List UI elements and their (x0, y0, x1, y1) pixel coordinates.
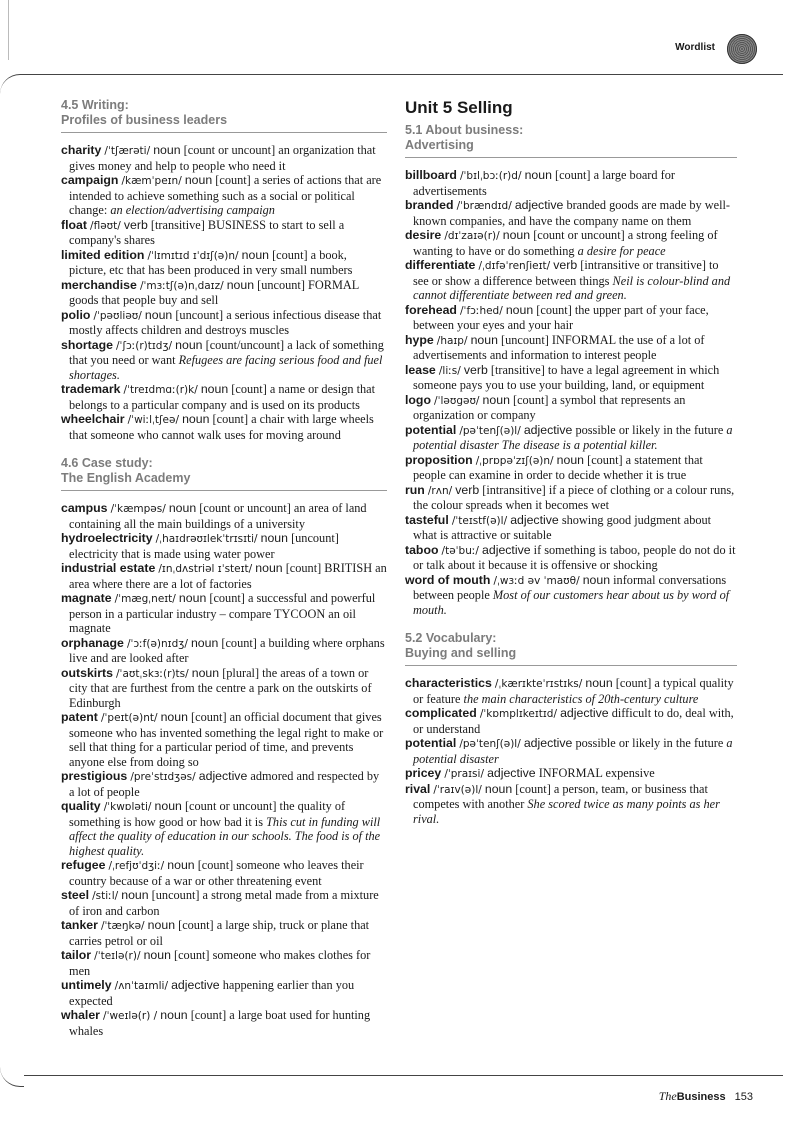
entry-pronunciation: /ʌnˈtaɪmli/ (114, 980, 169, 992)
entry-headword: refugee (61, 858, 106, 872)
entry-part-of-speech: verb (463, 362, 488, 377)
entry-part-of-speech: noun (143, 948, 171, 962)
entry-definition: [count or uncount] an area of land containing all the main buildings of a university (69, 501, 367, 531)
entry-headword: float (61, 217, 87, 232)
entry-part-of-speech: noun (175, 337, 203, 352)
page-corner-bottom (0, 1066, 24, 1087)
entry-headword: complicated (405, 706, 477, 720)
running-header: Wordlist (675, 42, 715, 53)
entry-example: a potential disaster (413, 736, 733, 766)
right-column (405, 98, 737, 826)
entry-part-of-speech: noun (184, 173, 213, 187)
entry-headword: patent (61, 710, 98, 724)
entry-pronunciation: /ˈkwɒləti/ (103, 801, 152, 813)
glossary-entry (61, 143, 387, 173)
entry-pronunciation: /ˈweɪlə(r) / (103, 1010, 158, 1022)
entry-example: She scored twice as many points as her rival. (413, 797, 720, 826)
entry-pronunciation: /ˈwiːlˌtʃeə/ (127, 414, 180, 426)
entry-pronunciation: /ˈtʃærəti/ (104, 145, 151, 157)
entry-definition: [count] someone who makes clothes for men (69, 948, 371, 978)
entry-headword: branded (405, 198, 454, 212)
entry-part-of-speech: noun (556, 452, 585, 467)
glossary-entry (405, 453, 737, 483)
entry-definition: [plural] the areas of a town or city that are furthest from the centre a park on the outskirts of Edinburgh (69, 665, 372, 710)
entry-pronunciation: /ˈləʊgəʊ/ (434, 394, 480, 407)
entry-definition: [count] a book, picture, etc that has been produced in very small numbers (69, 247, 353, 277)
entry-part-of-speech: verb (455, 482, 480, 497)
entry-part-of-speech: noun (260, 531, 288, 545)
entry-headword: whaler (61, 1008, 100, 1022)
entry-headword: desire (405, 228, 442, 242)
margin-line (8, 0, 9, 60)
glossary-entry (405, 513, 737, 543)
entry-definition: [count] a successful and powerful person in a particular industry – compare TYCOON an oil magnate (69, 591, 376, 635)
entry-headword: orphanage (61, 635, 124, 650)
entry-part-of-speech: adjective (171, 978, 220, 992)
entry-part-of-speech: noun (182, 412, 210, 426)
entry-definition: [count] a typical quality or feature (413, 676, 734, 706)
left-column (61, 98, 387, 1038)
section-heading-line: 4.5 Writing: (61, 98, 129, 112)
glossary-entry (61, 948, 387, 978)
glossary-entry (61, 591, 387, 636)
entry-definition: [uncount] a serious infectious disease that mostly affects children and destroys muscles (69, 307, 382, 337)
entry-definition: INFORMAL expensive (538, 766, 655, 780)
entry-definition: [count or uncount] the quality of something is how good or how bad it is (69, 799, 346, 829)
entry-pronunciation: /ˌrefjʊˈdʒiː/ (108, 860, 165, 872)
entry-headword: limited edition (61, 247, 145, 262)
glossary-entry (61, 858, 387, 888)
entry-headword: pricey (405, 766, 442, 780)
entry-part-of-speech: adjective (482, 542, 531, 557)
entry-headword: wheelchair (61, 412, 125, 426)
entry-definition: [count] an official document that gives someone who has invented something the legal right to make or sell that thing for a particular period of time, and prevents anyone else from doing so (69, 710, 384, 769)
entry-pronunciation: /ˈʃɔː(r)tɪdʒ/ (116, 339, 173, 352)
entry-definition: [count] a chair with large wheels that someone who cannot walk uses for moving around (69, 412, 374, 442)
glossary-entry (61, 382, 387, 412)
entry-part-of-speech: noun (190, 635, 219, 650)
glossary-entry (405, 228, 737, 258)
entry-definition: informal conversations between people (413, 572, 727, 602)
entry-headword: rival (405, 781, 431, 796)
entry-pronunciation: /ˌdɪfəˈrenʃieɪt/ (478, 260, 551, 272)
entry-pronunciation: /ˈmægˌneɪt/ (114, 593, 176, 605)
entry-headword: hype (405, 332, 434, 347)
glossary-entry (405, 303, 737, 333)
entry-pronunciation: /ˈbrændɪd/ (456, 200, 512, 212)
section-heading-line: The English Academy (61, 471, 191, 485)
entry-example: Refugees are facing serious food and fuel shortages. (69, 353, 383, 382)
entry-headword: characteristics (405, 676, 492, 690)
footer-rule (24, 1075, 783, 1076)
glossary-entry (61, 666, 387, 711)
glossary-entry (61, 278, 387, 308)
entry-definition: [count] a building where orphans live and are looked after (69, 635, 385, 665)
glossary-entry (405, 782, 737, 827)
entry-definition: [count/uncount] a lack of something that you need or want (69, 337, 384, 367)
entry-headword: shortage (61, 337, 113, 352)
glossary-entry (405, 258, 737, 303)
entry-headword: campus (61, 501, 108, 515)
entry-pronunciation: /haɪp/ (436, 334, 468, 347)
glossary-entry (61, 248, 387, 278)
entry-part-of-speech: verb (123, 217, 148, 232)
glossary-entry (405, 736, 737, 766)
entry-definition: [uncount] electricity that is made using water power (69, 531, 339, 561)
glossary-entry (61, 338, 387, 383)
entry-headword: run (405, 482, 425, 497)
entry-part-of-speech: noun (147, 918, 176, 932)
entry-part-of-speech: noun (505, 302, 534, 317)
entry-pronunciation: /təˈbuː/ (441, 544, 479, 557)
entry-definition: [count] a series of actions that are intended to achieve something such as a social or political change: (69, 173, 382, 217)
entry-definition: [count] a large board for advertisements (413, 168, 675, 198)
entry-part-of-speech: noun (160, 710, 188, 724)
header-rule (24, 74, 783, 75)
section-heading-line: Advertising (405, 138, 474, 152)
brand-business: Business (676, 1091, 726, 1103)
entry-headword: charity (61, 143, 102, 157)
glossary-entry (61, 308, 387, 338)
entry-definition: possible or likely in the future (575, 736, 724, 750)
entry-pronunciation: /ˌwɜːd əv ˈmaʊθ/ (493, 574, 580, 587)
entry-definition: admored and respected by a lot of people (69, 769, 380, 799)
entry-pronunciation: /ˌkærɪkteˈrɪstɪks/ (494, 678, 583, 690)
entry-part-of-speech: noun (178, 591, 207, 605)
entry-part-of-speech: noun (502, 228, 531, 242)
entry-example: the main characteristics of 20th-century culture (463, 691, 699, 706)
glossary-entry (61, 501, 387, 531)
entry-example: Neil is colour-blind and cannot differentiate between red and green. (413, 273, 731, 302)
entry-pronunciation: /ˈtreɪdmɑː(r)k/ (123, 384, 198, 396)
glossary-entry (61, 978, 387, 1008)
entry-pronunciation: /ˌprɒpəˈzɪʃ(ə)n/ (475, 454, 554, 467)
header-disc-icon (727, 34, 757, 64)
section-heading-line: Profiles of business leaders (61, 113, 228, 127)
entry-definition: [count] a name or design that belongs to a particular company and is used on its products (69, 382, 376, 412)
glossary-entry (405, 363, 737, 393)
entry-part-of-speech: noun (168, 501, 197, 515)
entry-pronunciation: /ˈɔːf(ə)nɪdʒ/ (126, 637, 188, 650)
entry-headword: magnate (61, 591, 112, 605)
entry-definition: [count or uncount] an organization that gives money and help to people who need it (69, 143, 376, 173)
section-heading (61, 456, 387, 491)
entry-definition: [intransitive or transitive] to see or show a difference between things (413, 258, 719, 288)
entry-pronunciation: /ˈteɪlə(r)/ (94, 950, 141, 962)
glossary-entry (405, 423, 737, 453)
entry-headword: campaign (61, 173, 119, 187)
entry-pronunciation: /ˈtæŋkə/ (101, 920, 145, 932)
glossary-entry (61, 769, 387, 799)
entry-part-of-speech: adjective (523, 422, 573, 437)
entry-headword: forehead (405, 302, 457, 317)
entry-headword: proposition (405, 452, 473, 467)
glossary-entry (61, 561, 387, 591)
entry-part-of-speech: adjective (523, 736, 573, 750)
entry-part-of-speech: noun (470, 332, 498, 347)
section-heading (405, 123, 737, 158)
glossary-entry (405, 573, 737, 618)
glossary-entry (405, 676, 737, 706)
entry-part-of-speech: noun (241, 247, 269, 262)
entry-definition: [count] a symbol that represents an organization or company (413, 392, 686, 422)
entry-pronunciation: /fləʊt/ (90, 219, 121, 232)
entry-part-of-speech: noun (144, 307, 173, 322)
entry-headword: billboard (405, 168, 457, 182)
entry-headword: polio (61, 307, 91, 322)
entry-headword: word of mouth (405, 572, 491, 587)
glossary-entry (61, 173, 387, 218)
entry-part-of-speech: noun (167, 858, 195, 872)
section-heading-line: 5.1 About business: (405, 123, 524, 137)
entry-example: This cut in funding will affect the quality of education in our schools. The food is of the highest quality. (69, 814, 381, 858)
entry-headword: outskirts (61, 665, 113, 680)
entry-pronunciation: /ˈmɜːtʃ(ə)nˌdaɪz/ (139, 279, 224, 292)
entry-definition: [count] the upper part of your face, between your eyes and your hair (413, 302, 709, 332)
entry-part-of-speech: noun (226, 277, 255, 292)
entry-definition: [uncount] a strong metal made from a mixture of iron and carbon (69, 888, 379, 918)
entry-part-of-speech: noun (482, 392, 510, 407)
entry-definition: possible or likely in the future (575, 422, 724, 437)
entry-pronunciation: /preˈstɪdʒəs/ (130, 771, 196, 783)
entry-headword: steel (61, 888, 90, 902)
section-heading (405, 631, 737, 666)
glossary-entry (61, 412, 387, 442)
section-heading-line: Buying and selling (405, 646, 517, 660)
entry-pronunciation: /ˈpeɪt(ə)nt/ (100, 712, 158, 724)
entry-definition: [uncount] FORMAL goods that people buy and sell (69, 277, 359, 307)
entry-headword: tanker (61, 918, 98, 932)
entry-pronunciation: /pəˈtenʃ(ə)l/ (459, 738, 521, 750)
glossary-entry (61, 636, 387, 666)
entry-definition: [count] a large boat used for hunting whales (69, 1008, 371, 1038)
section-heading-line: 4.6 Case study: (61, 456, 153, 470)
entry-pronunciation: /liːs/ (438, 364, 461, 377)
entry-definition: happening earlier than you expected (69, 978, 355, 1008)
entry-pronunciation: /ˈkæmpəs/ (110, 503, 166, 515)
page-corner-top (0, 74, 24, 95)
glossary-entry (61, 531, 387, 561)
entry-pronunciation: /ˈkɒmplɪkeɪtɪd/ (479, 708, 558, 720)
entry-pronunciation: /ˈteɪstf(ə)l/ (451, 514, 508, 527)
glossary-entry (61, 888, 387, 918)
entry-headword: quality (61, 799, 101, 813)
glossary-entry (405, 706, 737, 736)
entry-example: Most of our customers hear about us by word of mouth. (413, 588, 730, 617)
entry-headword: tailor (61, 948, 92, 962)
entry-part-of-speech: noun (154, 799, 182, 813)
entry-part-of-speech: noun (582, 572, 611, 587)
entry-definition: branded goods are made by well-known companies, and have the company name on them (413, 198, 730, 228)
entry-definition: [intransitive] if a piece of clothing or a colour runs, the colour spreads when it becomes wet (413, 482, 735, 512)
section-heading-line: 5.2 Vocabulary: (405, 631, 497, 645)
glossary-entry (405, 543, 737, 573)
entry-pronunciation: /stiːl/ (92, 890, 119, 902)
entry-headword: potential (405, 736, 457, 750)
entry-part-of-speech: noun (484, 781, 513, 796)
entry-example: a potential disaster The disease is a potential killer. (413, 422, 733, 452)
entry-pronunciation: /ˈpraɪsi/ (444, 768, 484, 780)
glossary-entry (405, 168, 737, 198)
entry-pronunciation: /rʌn/ (427, 484, 453, 497)
entry-pronunciation: /ˈaʊtˌskɜː(r)ts/ (116, 667, 189, 680)
entry-part-of-speech: noun (153, 143, 181, 157)
entry-part-of-speech: noun (255, 561, 283, 575)
entry-part-of-speech: noun (160, 1008, 188, 1022)
entry-part-of-speech: verb (553, 258, 578, 272)
glossary-entry (61, 710, 387, 769)
entry-definition: [count] a large ship, truck or plane that carries petrol or oil (69, 918, 370, 948)
section-heading (61, 98, 387, 133)
entry-definition: [count] BRITISH an area where there are a lot of factories (69, 561, 387, 591)
entry-part-of-speech: adjective (514, 198, 564, 212)
entry-definition: showing good judgment about what is attractive or suitable (413, 512, 712, 542)
entry-pronunciation: /ɪnˌdʌstriəl ɪˈsteɪt/ (158, 563, 253, 575)
entry-headword: tasteful (405, 512, 449, 527)
entry-part-of-speech: noun (524, 168, 552, 182)
entry-headword: differentiate (405, 258, 476, 272)
entry-part-of-speech: noun (191, 665, 220, 680)
entry-definition: [count] someone who leaves their country because of a war or other threatening event (69, 858, 364, 888)
entry-part-of-speech: adjective (487, 766, 536, 780)
glossary-entry (405, 198, 737, 228)
entry-pronunciation: /pəˈtenʃ(ə)l/ (459, 424, 521, 437)
entry-pronunciation: /kæmˈpeɪn/ (121, 175, 182, 187)
entry-headword: taboo (405, 542, 439, 557)
entry-pronunciation: /ˈlɪmɪtɪd ɪˈdɪʃ(ə)n/ (147, 249, 239, 262)
entry-part-of-speech: adjective (560, 706, 609, 720)
entry-definition: difficult to do, deal with, or understand (413, 706, 734, 736)
entry-definition: [uncount] INFORMAL the use of a lot of advertisements and information to interest people (413, 332, 705, 362)
glossary-entry (61, 1008, 387, 1038)
entry-headword: lease (405, 362, 436, 377)
entry-part-of-speech: noun (200, 382, 229, 396)
page-number: 153 (734, 1091, 753, 1103)
entry-part-of-speech: noun (585, 676, 613, 690)
entry-headword: industrial estate (61, 561, 156, 575)
entry-part-of-speech: adjective (510, 512, 559, 527)
glossary-entry (405, 483, 737, 513)
entry-pronunciation: /dɪˈzaɪə(r)/ (444, 230, 500, 242)
entry-definition: [count or uncount] a strong feeling of wanting to have or do something (413, 228, 718, 258)
glossary-entry (405, 766, 737, 782)
entry-pronunciation: /ˌhaɪdrəʊɪlekˈtrɪsɪti/ (155, 533, 258, 545)
entry-pronunciation: /ˈraɪv(ə)l/ (433, 783, 482, 796)
glossary-entry (61, 918, 387, 948)
entry-headword: prestigious (61, 769, 128, 783)
entry-example: a desire for peace (577, 243, 666, 258)
entry-pronunciation: /ˈfɔːhed/ (460, 304, 503, 317)
entry-example: an election/advertising campaign (110, 203, 275, 217)
entry-definition: [transitive] BUSINESS to start to sell a company's shares (69, 217, 345, 247)
entry-headword: trademark (61, 382, 121, 396)
entry-pronunciation: /ˈbɪlˌbɔː(r)d/ (460, 170, 522, 182)
entry-definition: [transitive] to have a legal agreement in which someone pays you to use your building, land, or equipment (413, 362, 720, 392)
entry-headword: hydroelectricity (61, 531, 153, 545)
glossary-entry (405, 393, 737, 423)
entry-definition: [count] a statement that people can examine in order to decide whether it is true (413, 452, 703, 482)
glossary-entry (61, 218, 387, 248)
entry-pronunciation: /ˈpəʊliəʊ/ (93, 309, 142, 322)
glossary-entry (61, 799, 387, 858)
entry-part-of-speech: adjective (198, 769, 248, 783)
unit-title: Unit 5 Selling (405, 98, 513, 117)
entry-headword: potential (405, 422, 457, 437)
entry-headword: untimely (61, 978, 112, 992)
entry-definition: if something is taboo, people do not do it or talk about it because it is offensive or shocking (413, 542, 736, 572)
entry-definition: [count] a person, team, or business that competes with another (413, 781, 708, 811)
entry-headword: merchandise (61, 277, 137, 292)
entry-part-of-speech: noun (121, 888, 149, 902)
page-footer (659, 1089, 753, 1104)
glossary-entry (405, 333, 737, 363)
brand-the: The (658, 1089, 677, 1103)
entry-headword: logo (405, 392, 431, 407)
